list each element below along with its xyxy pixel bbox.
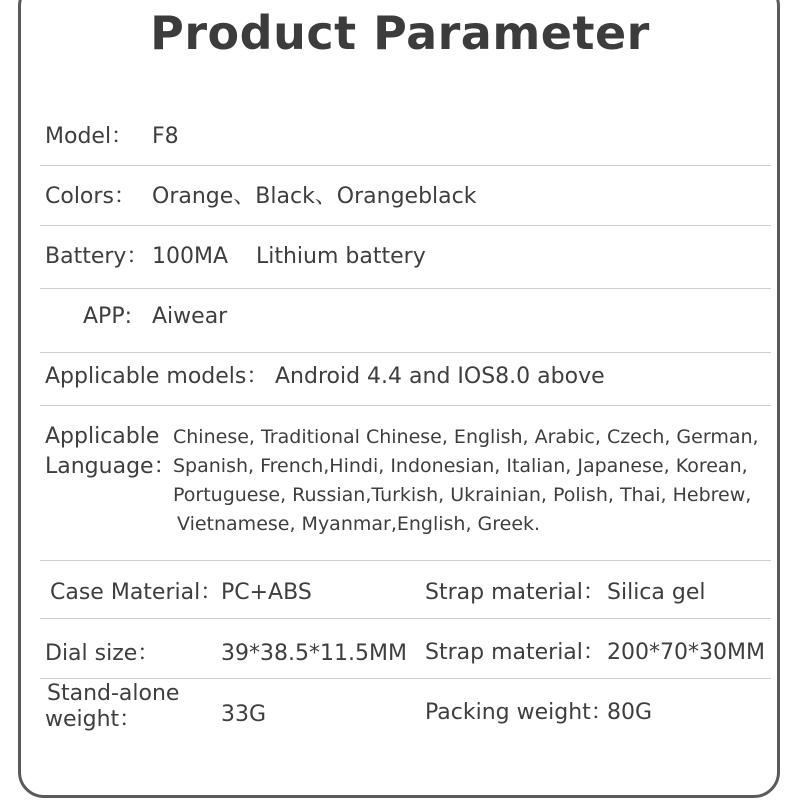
divider xyxy=(40,165,771,166)
language-list-line: Portuguese, Russian,Turkish, Ukrainian, Polish, Thai, Hebrew, xyxy=(173,484,752,506)
strap-size-value: 200*70*30MM xyxy=(607,640,765,665)
language-list-line: Spanish, French,Hindi, Indonesian, Italian, Japanese, Korean, xyxy=(173,455,748,477)
model-label: Model： xyxy=(45,124,134,149)
divider xyxy=(40,560,771,561)
model-value: F8 xyxy=(152,124,179,149)
packing-weight-value: 80G xyxy=(607,700,653,725)
standalone-weight-label-line2: weight： xyxy=(45,707,142,732)
applicable-language-label-line2: Language： xyxy=(45,454,176,479)
colors-value: Orange、Black、Orangeblack xyxy=(152,184,477,209)
strap-material-label: Strap material： xyxy=(425,580,605,605)
page-title: Product Parameter xyxy=(150,6,650,60)
packing-weight-label: Packing weight： xyxy=(425,700,613,725)
applicable-language-label-line1: Applicable xyxy=(45,424,160,449)
divider xyxy=(40,225,771,226)
language-list-line: Vietnamese, Myanmar,English, Greek. xyxy=(177,513,541,535)
strap-size-label: Strap material： xyxy=(425,640,605,665)
divider xyxy=(40,352,771,353)
dial-size-label: Dial size： xyxy=(45,641,160,666)
app-label: APP: xyxy=(83,304,132,329)
colors-label: Colors： xyxy=(45,184,136,209)
case-material-label: Case Material： xyxy=(50,580,223,605)
applicable-models-label: Applicable models： xyxy=(45,364,269,389)
battery-label: Battery： xyxy=(45,244,149,269)
standalone-weight-label-line1: Stand-alone xyxy=(47,681,180,706)
divider xyxy=(40,618,771,619)
divider xyxy=(40,288,771,289)
language-list-line: Chinese, Traditional Chinese, English, Arabic, Czech, German, xyxy=(173,426,759,448)
divider xyxy=(40,405,771,406)
battery-value: 100MA Lithium battery xyxy=(152,244,426,269)
dial-size-value: 39*38.5*11.5MM xyxy=(221,641,407,666)
applicable-models-value: Android 4.4 and IOS8.0 above xyxy=(275,364,605,389)
standalone-weight-value: 33G xyxy=(221,702,267,727)
strap-material-value: Silica gel xyxy=(607,580,706,605)
case-material-value: PC+ABS xyxy=(221,580,312,605)
app-value: Aiwear xyxy=(152,304,228,329)
